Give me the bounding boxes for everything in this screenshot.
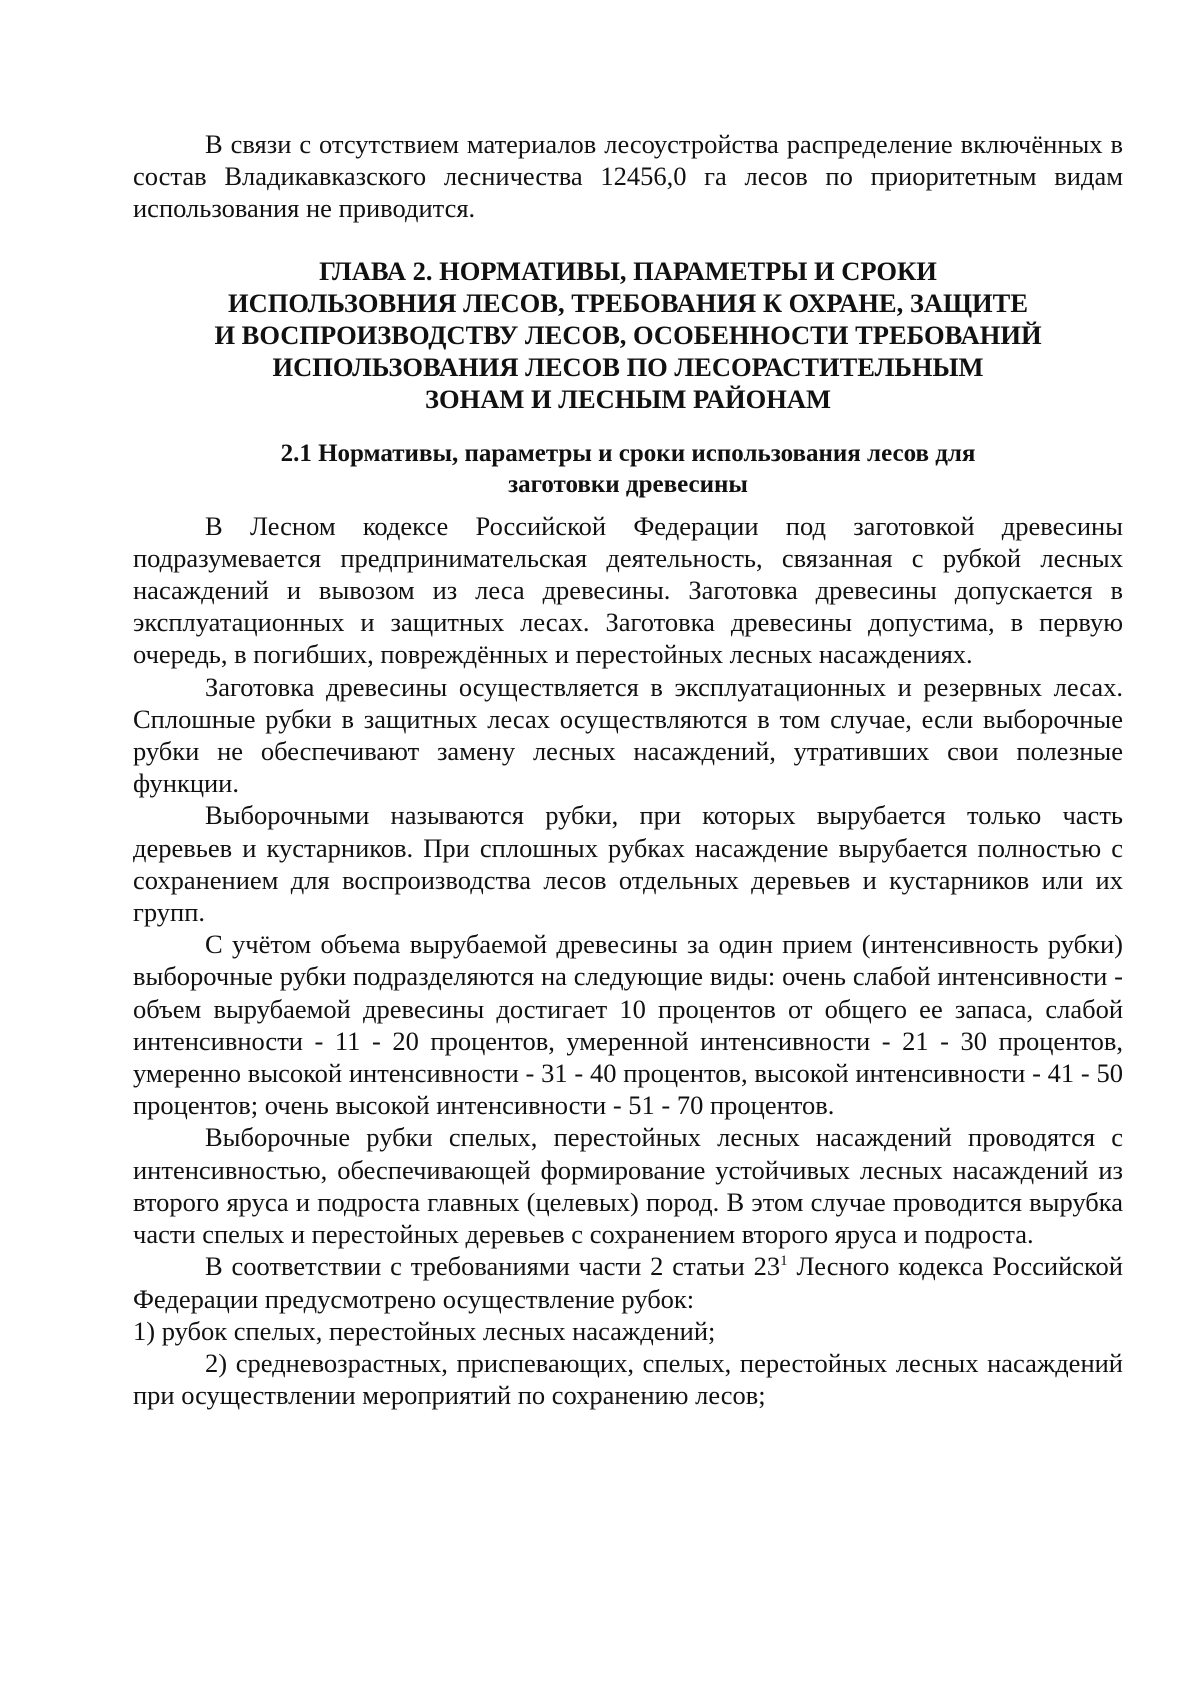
body-paragraph: В Лесном кодексе Российской Федерации под заготовкой древесины подразумевается предпринимательская деятельность, связанная с рубкой лесных насаждений и вывозом из леса древесины. Заготовка древесины допускается в эксплуатационных и защитных лесах. Заготовка древесины допустима, в первую очередь, в погибших, повреждённых и перестойных лесных насаждениях. xyxy=(133,510,1123,670)
document-page xyxy=(133,128,1123,1411)
article-superscript: 1 xyxy=(780,1253,788,1270)
chapter-title-line: И ВОСПРОИЗВОДСТВУ ЛЕСОВ, ОСОБЕННОСТИ ТРЕБОВАНИЙ xyxy=(214,320,1042,351)
article-reference-paragraph xyxy=(133,1250,1123,1314)
section-title-line: заготовки древесины xyxy=(508,470,748,498)
chapter-title-line: ИСПОЛЬЗОВНИЯ ЛЕСОВ, ТРЕБОВАНИЯ К ОХРАНЕ, ЗАЩИТЕ xyxy=(227,287,1029,318)
section-title xyxy=(133,438,1123,500)
body-paragraph: Выборочные рубки спелых, перестойных лесных насаждений проводятся с интенсивностью, обеспечивающей формирование устойчивых лесных насаждений из второго яруса и подроста главных (целевых) пород. В этом случае проводится вырубка части спелых и перестойных деревьев с сохранением второго яруса и подроста. xyxy=(133,1122,1123,1250)
article-reference-text: Лесного кодекса Российской Федерации предусмотрено осуществление рубок: xyxy=(133,1251,1123,1314)
list-item: 2) средневозрастных, приспевающих, спелых, перестойных лесных насаждений при осуществлении мероприятий по сохранению лесов; xyxy=(133,1347,1123,1411)
section-title-line: 2.1 Нормативы, параметры и сроки использования лесов для xyxy=(280,439,976,467)
chapter-title-line: ИСПОЛЬЗОВАНИЯ ЛЕСОВ ПО ЛЕСОРАСТИТЕЛЬНЫМ xyxy=(272,352,984,383)
chapter-title-line: ГЛАВА 2. НОРМАТИВЫ, ПАРАМЕТРЫ И СРОКИ xyxy=(319,255,937,286)
body-paragraph: С учётом объема вырубаемой древесины за один прием (интенсивность рубки) выборочные рубки подразделяются на следующие виды: очень слабой интенсивности - объем вырубаемой древесины достигает 10 процентов от общего ее запаса, слабой интенсивности - 11 - 20 процентов, умеренной интенсивности - 21 - 30 процентов, умеренно высокой интенсивности - 31 - 40 процентов, высокой интенсивности - 41 - 50 процентов; очень высокой интенсивности - 51 - 70 процентов. xyxy=(133,929,1123,1121)
chapter-title-line: ЗОНАМ И ЛЕСНЫМ РАЙОНАМ xyxy=(425,384,831,415)
body-paragraph: Заготовка древесины осуществляется в эксплуатационных и резервных лесах. Сплошные рубки в защитных лесах осуществляются в том случае, если выборочные рубки не обеспечивают замену лесных насаждений, утративших свои полезные функции. xyxy=(133,671,1123,799)
chapter-title xyxy=(133,255,1123,416)
intro-paragraph: В связи с отсутствием материалов лесоустройства распределение включённых в состав Владикавказского лесничества 12456,0 га лесов по приоритетным видам использования не приводится. xyxy=(133,129,1123,224)
list-item: 1) рубок спелых, перестойных лесных насаждений; xyxy=(133,1315,716,1346)
article-reference-text: В соответствии с требованиями части 2 статьи 23 xyxy=(205,1251,781,1282)
body-paragraph: Выборочными называются рубки, при которых вырубается только часть деревьев и кустарников. При сплошных рубках насаждение вырубается полностью с сохранением для воспроизводства лесов отдельных деревьев и кустарников или их групп. xyxy=(133,800,1123,928)
